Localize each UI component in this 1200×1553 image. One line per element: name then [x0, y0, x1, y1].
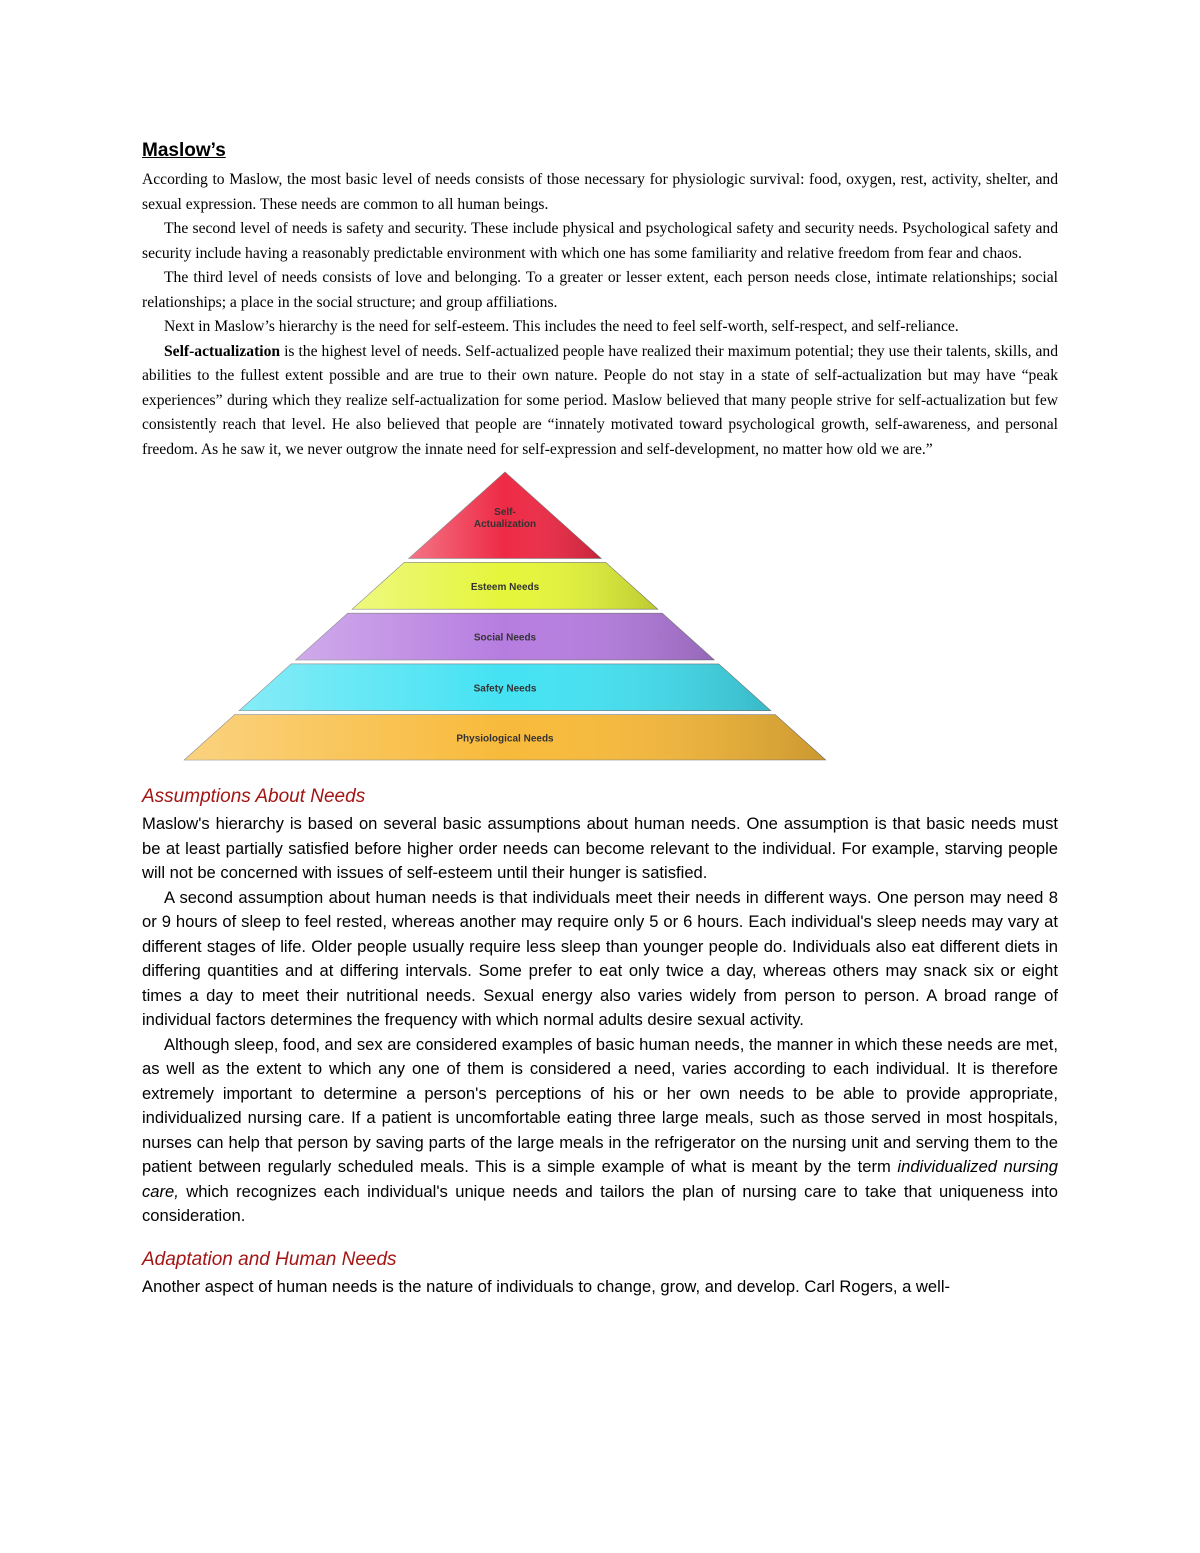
paragraph-text: Although sleep, food, and sex are considered examples of basic human needs, the manner in which these needs are met, as well as the extent to which any one of them is considered a need, varies according to each individual. It is therefore extremely important to determine a person's perceptions of his or her own needs to be able to provide appropriate, individualized nursing care. If a patient is uncomfortable eating three large meals, such as those served in most hospitals, nurses can help that person by saving parts of the large meals in the refrigerator on the nursing unit and serving them to the patient between regularly scheduled meals. This is a simple example of what is meant by the term — [142, 1034, 1058, 1176]
pyramid-label: Esteem Needs — [470, 581, 540, 593]
paragraph: A second assumption about human needs is that individuals meet their needs in different ways. One person may need 8 or 9 hours of sleep to feel rested, whereas another may require only 5 or 6 hours. Each individual's sleep needs may vary at different stages of life. Older people usually require less sleep than younger people do. Individuals also eat different diets in differing quantities and at differing intervals. Some prefer to eat only twice a day, whereas others may snack six or eight times a day to meet their nutritional needs. Sexual energy also varies widely from person to person. A broad range of individual factors determines the frequency with which normal adults desire sexual activity. — [142, 887, 1058, 1029]
paragraph — [142, 340, 1058, 463]
bold-term: Self-actualization — [164, 342, 281, 360]
adaptation-section — [142, 1249, 1058, 1300]
pyramid-label: Actualization — [473, 519, 537, 531]
paragraph-text: is the highest level of needs. Self-actualized people have realized their maximum potential; they use their talents, skills, and abilities to the fullest extent possible and are true to their own nature. People do not stay in a state of self-actualization but may have “peak experiences” during which they realize self-actualization for some period. Maslow believed that many people strive for self-actualization but few consistently reach that level. He also believed that people are “innately motivated toward psychological growth, self-awareness, and personal freedom. As he saw it, we never outgrow the innate need for self-expression and self-development, no matter how old we are.” — [142, 342, 1058, 458]
pyramid-label: Social Needs — [473, 632, 537, 644]
section-heading: Adaptation and Human Needs — [142, 1248, 397, 1270]
maslow-section — [142, 140, 1058, 462]
document-page — [142, 140, 1058, 1299]
pyramid-label: Safety Needs — [473, 683, 537, 695]
italic-term: individualized nursing care, — [142, 1157, 1058, 1201]
section-heading: Assumptions About Needs — [142, 786, 366, 807]
pyramid-diagram — [180, 470, 830, 770]
paragraph: The third level of needs consists of love and belonging. To a greater or lesser extent, each person needs close, intimate relationships; social relationships; a place in the social structure; and group affiliations. — [142, 269, 1058, 311]
pyramid-label: Physiological Needs — [456, 733, 554, 745]
paragraph: Maslow's hierarchy is based on several basic assumptions about human needs. One assumption is that basic needs must be at least partially satisfied before higher order needs can become relevant to the individual. For example, starving people will not be concerned with issues of self-esteem until their hunger is satisfied. — [142, 814, 1058, 882]
paragraph: Another aspect of human needs is the nature of individuals to change, grow, and develop. Carl Rogers, a well- — [142, 1276, 951, 1296]
paragraph: According to Maslow, the most basic level of needs consists of those necessary for physiologic survival: food, oxygen, rest, activity, shelter, and sexual expression. These needs are common to all human beings. — [142, 171, 1058, 213]
assumptions-section — [142, 786, 1058, 1229]
paragraph: Next in Maslow’s hierarchy is the need for self-esteem. This includes the need to feel self-worth, self-respect, and self-reliance. — [164, 318, 959, 335]
pyramid-label: Self- — [494, 507, 516, 519]
section-title: Maslow’s — [142, 140, 226, 161]
paragraph-text: which recognizes each individual's unique needs and tailors the plan of nursing care to take that uniqueness into consideration. — [142, 1181, 1058, 1225]
paragraph — [142, 1033, 1058, 1229]
paragraph: The second level of needs is safety and security. These include physical and psychological safety and security needs. Psychological safety and security include having a reasonably predictable environment with which one has some familiarity and relative freedom from fear and chaos. — [142, 220, 1058, 262]
maslow-pyramid-figure — [142, 462, 1058, 772]
